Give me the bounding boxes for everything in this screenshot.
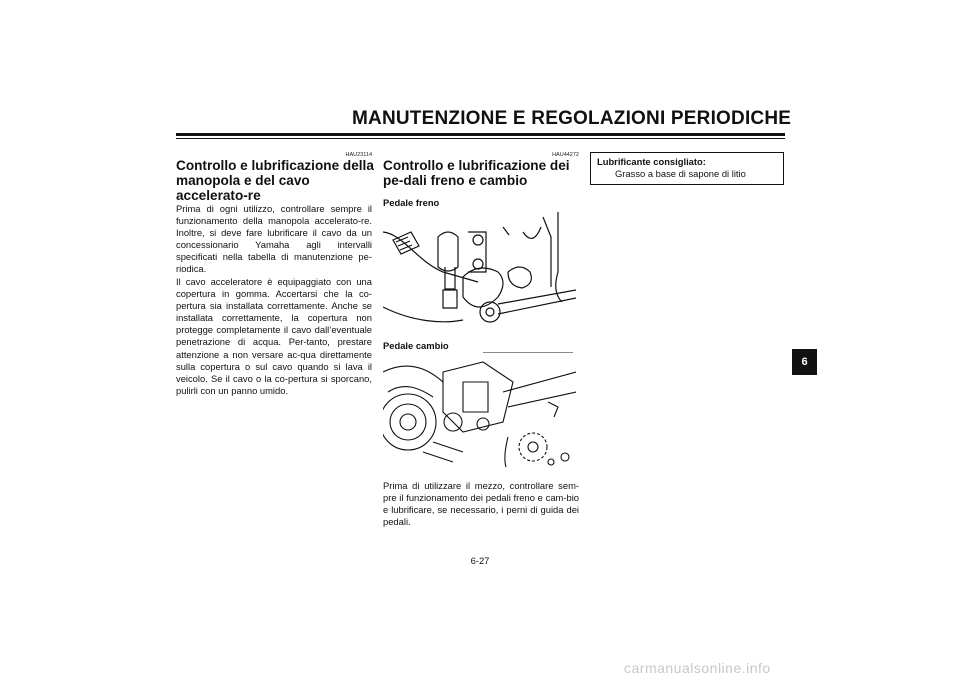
header-rule-thin — [176, 138, 785, 139]
section-code: HAU23114 — [345, 152, 372, 158]
throttle-paragraph-1: Prima di ogni utilizzo, controllare sempre il funzionamento della manopola accelerato-re. Inoltre, si deve fare lubrificare il cavo da un concessionario Yamaha agli intervalli specificati nella tabella di manutenzione pe-riodica. — [176, 203, 372, 275]
brake-pedal-illustration — [383, 212, 576, 330]
chapter-tab: 6 — [792, 349, 817, 375]
watermark: carmanualsonline.info — [624, 660, 771, 676]
shift-pedal-illustration — [383, 352, 576, 470]
header-rule-thick — [176, 133, 785, 136]
throttle-paragraph-2: Il cavo acceleratore è equipaggiato con una copertura in gomma. Accertarsi che la co-pertura sia installata correttamente. Anche se installata correttamente, la copertura non protegge completamente il cavo dall’eventuale penetrazione di acqua. Per-tanto, prestare attenzione a non versare ac-qua direttamente sulla copertura o sul cavo quando si lava il veicolo. Se il cavo o la co-pertura si sporcano, pulirli con un panno umido. — [176, 276, 372, 396]
recommended-lubricant-box — [590, 152, 784, 185]
section-heading-pedals: Controllo e lubrificazione dei pe-dali freno e cambio — [383, 158, 570, 188]
brake-pedal-label: Pedale freno — [383, 197, 440, 208]
shift-pedal-label: Pedale cambio — [383, 340, 449, 351]
section-code: HAU44272 — [552, 152, 579, 158]
section-heading-throttle: Controllo e lubrificazione della manopola e del cavo accelerato-re — [176, 158, 374, 203]
page-number: 6-27 — [470, 555, 490, 566]
note-body: Grasso a base di sapone di litio — [615, 168, 746, 179]
pedals-paragraph: Prima di utilizzare il mezzo, controllare sem-pre il funzionamento dei pedali freno e cam-bio e lubrificare, se necessario, i perni di guida dei pedali. — [383, 480, 579, 528]
page-header-title: MANUTENZIONE E REGOLAZIONI PERIODICHE — [352, 108, 792, 129]
note-title: Lubrificante consigliato: — [597, 156, 706, 167]
